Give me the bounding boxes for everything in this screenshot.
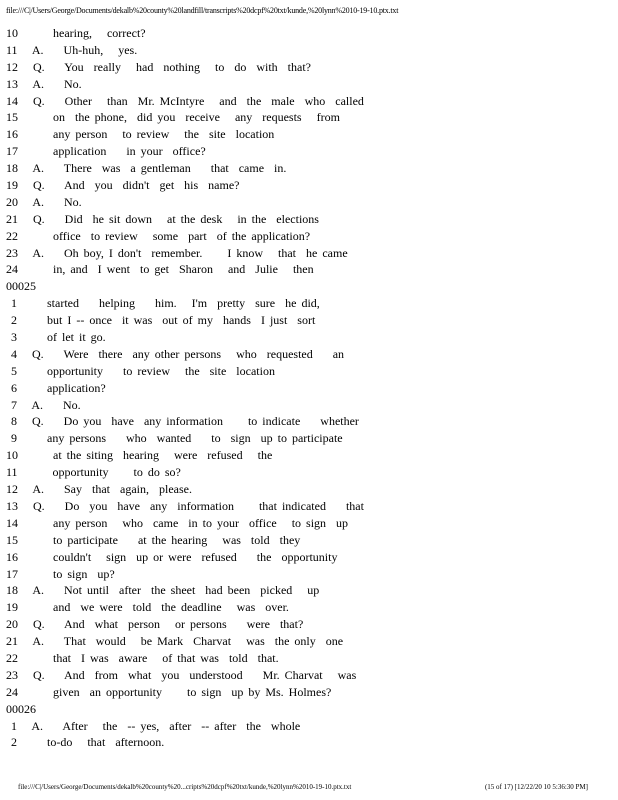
- transcript-line: 6 application?: [6, 380, 106, 395]
- transcript-line: 2 but I -- once it was out of my hands I just sort: [6, 313, 316, 328]
- transcript-line: 23 Q. And from what you understood Mr. Charvat was: [6, 667, 357, 682]
- header-file-path: file:///C|/Users/George/Documents/dekalb%20county%20landfill/transcripts%20dcpf%20txt/kunde,%20lynn%2010-19-10.ptx.txt: [6, 6, 399, 15]
- transcript-line: 4 Q. Were there any other persons who requested an: [6, 346, 345, 361]
- footer: [18, 783, 588, 791]
- transcript-line: 18 A. There was a gentleman that came in.: [6, 161, 287, 176]
- transcript-line: 7 A. No.: [6, 397, 81, 412]
- transcript-line: 1 started helping him. I'm pretty sure he did,: [6, 296, 320, 311]
- transcript-line: 19 and we were told the deadline was over.: [6, 600, 289, 615]
- transcript-line: 17 to sign up?: [6, 566, 115, 581]
- transcript-line: 1 A. After the -- yes, after -- after the whole: [6, 718, 301, 733]
- transcript-line: 15 on the phone, did you receive any requests from: [6, 110, 340, 125]
- transcript-line: 11 opportunity to do so?: [6, 465, 181, 480]
- transcript-line: 20 A. No.: [6, 194, 82, 209]
- transcript-line: 21 Q. Did he sit down at the desk in the elections: [6, 211, 319, 226]
- transcript-line: 19 Q. And you didn't get his name?: [6, 178, 240, 193]
- transcript-line: 8 Q. Do you have any information to indicate whether: [6, 414, 359, 429]
- transcript-line: 12 Q. You really had nothing to do with that?: [6, 59, 311, 74]
- transcript-line: 2 to-do that afternoon.: [6, 735, 165, 750]
- transcript-line: 16 couldn't sign up or were refused the opportunity: [6, 549, 338, 564]
- transcript-line: 16 any person to review the site location: [6, 127, 275, 142]
- transcript-line: 13 A. No.: [6, 76, 82, 91]
- transcript-line: 12 A. Say that again, please.: [6, 482, 192, 497]
- transcript-line: 22 that I was aware of that was told that.: [6, 650, 279, 665]
- page-number-marker: 00025: [6, 279, 36, 294]
- transcript-line: 17 application in your office?: [6, 144, 206, 159]
- transcript-line: 11 A. Uh-huh, yes.: [6, 42, 138, 57]
- transcript-line: 14 Q. Other than Mr. McIntyre and the male who called: [6, 93, 364, 108]
- transcript-line: 23 A. Oh boy, I don't remember. I know that he came: [6, 245, 348, 260]
- transcript-line: 21 A. That would be Mark Charvat was the only one: [6, 634, 344, 649]
- transcript-line: 22 office to review some part of the application?: [6, 228, 311, 243]
- transcript-line: 15 to participate at the hearing was told they: [6, 532, 301, 547]
- footer-file-path: file:///C|/Users/George/Documents/dekalb%20county%20...cripts%20dcpf%20txt/kunde,%20lynn%2010-19-10.ptx.txt: [18, 783, 352, 791]
- transcript-line: 14 any person who came in to your office to sign up: [6, 515, 349, 530]
- page-number-marker: 00026: [6, 701, 36, 716]
- transcript-line: 18 A. Not until after the sheet had been picked up: [6, 583, 320, 598]
- transcript-line: 20 Q. And what person or persons were that?: [6, 617, 304, 632]
- transcript-line: 13 Q. Do you have any information that indicated that: [6, 498, 364, 513]
- transcript-line: 5 opportunity to review the site location: [6, 363, 275, 378]
- transcript-line: 3 of let it go.: [6, 330, 106, 345]
- transcript-line: 24 in, and I went to get Sharon and Julie then: [6, 262, 314, 277]
- footer-page-info: (15 of 17) [12/22/20 10 5:36:30 PM]: [484, 783, 588, 791]
- transcript-line: 9 any persons who wanted to sign up to participate: [6, 431, 343, 446]
- transcript-line: 24 given an opportunity to sign up by Ms. Holmes?: [6, 684, 332, 699]
- transcript-body: [6, 25, 606, 751]
- transcript-line: 10 hearing, correct?: [6, 26, 146, 40]
- transcript-line: 10 at the siting hearing were refused the: [6, 448, 273, 463]
